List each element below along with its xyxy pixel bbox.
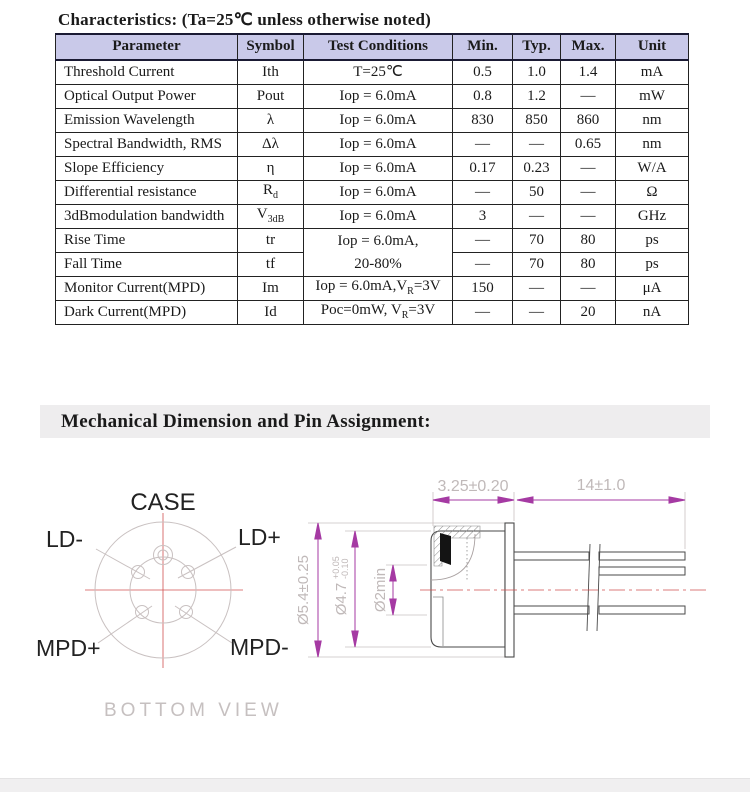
cell-symbol: Im bbox=[238, 277, 304, 301]
cell-max: 0.65 bbox=[561, 133, 616, 157]
cell-typ: 70 bbox=[513, 253, 561, 277]
dim-flange-dia-label: Ø5.4±0.25 bbox=[295, 555, 312, 625]
side-view-diagram bbox=[295, 477, 707, 657]
table-row bbox=[56, 229, 689, 253]
cell-min: — bbox=[453, 301, 513, 325]
col-header-max: Max. bbox=[561, 34, 616, 60]
cell-cond: Poc=0mW, $V_R=3V$ bbox=[304, 301, 453, 325]
cell-min: 0.17 bbox=[453, 157, 513, 181]
cell-parameter: Spectral Bandwidth, RMS bbox=[56, 133, 238, 157]
cell-min: 0.8 bbox=[453, 85, 513, 109]
cell-cond: Iop = 6.0mA bbox=[304, 133, 453, 157]
table-row bbox=[56, 60, 689, 85]
table-row bbox=[56, 181, 689, 205]
cell-cond: Iop = 6.0mA bbox=[304, 85, 453, 109]
cell-max: 80 bbox=[561, 229, 616, 253]
cell-max: 860 bbox=[561, 109, 616, 133]
dim-aperture-label: Ø2min bbox=[372, 567, 389, 613]
cell-min: 0.5 bbox=[453, 60, 513, 85]
cell-min: 830 bbox=[453, 109, 513, 133]
pin-ld-plus bbox=[182, 566, 195, 579]
section-header-mechanical bbox=[40, 405, 710, 438]
col-header-symbol: Symbol bbox=[238, 34, 304, 60]
bottom-view-caption: BOTTOM VIEW bbox=[104, 700, 283, 721]
leader-mpd-plus bbox=[98, 606, 152, 643]
cell-typ: 50 bbox=[513, 181, 561, 205]
table-row bbox=[56, 157, 689, 181]
cell-typ: — bbox=[513, 205, 561, 229]
svg-text:+0.05: +0.05 bbox=[331, 556, 341, 579]
cell-parameter: Rise Time bbox=[56, 229, 238, 253]
cell-symbol: Ith bbox=[238, 60, 304, 85]
cell-min: — bbox=[453, 181, 513, 205]
cell-unit: nA bbox=[616, 301, 689, 325]
svg-text:Ø4.7: Ø4.7 bbox=[333, 582, 350, 616]
cell-parameter: Dark Current(MPD) bbox=[56, 301, 238, 325]
table-row bbox=[56, 109, 689, 133]
ld-plus-label: LD+ bbox=[238, 524, 281, 550]
section-title: Mechanical Dimension and Pin Assignment: bbox=[61, 410, 431, 432]
chip-block bbox=[440, 533, 451, 565]
cell-parameter: Emission Wavelength bbox=[56, 109, 238, 133]
col-header-unit: Unit bbox=[616, 34, 689, 60]
cell-typ: — bbox=[513, 301, 561, 325]
table-row bbox=[56, 277, 689, 301]
table-row bbox=[56, 85, 689, 109]
cell-parameter: Slope Efficiency bbox=[56, 157, 238, 181]
cell-min: — bbox=[453, 253, 513, 277]
col-header-typ: Typ. bbox=[513, 34, 561, 60]
cell-parameter: Fall Time bbox=[56, 253, 238, 277]
cell-max: — bbox=[561, 157, 616, 181]
cell-symbol: Id bbox=[238, 301, 304, 325]
cell-typ: 70 bbox=[513, 229, 561, 253]
footer-strip bbox=[0, 778, 750, 792]
mechanical-drawing bbox=[0, 450, 750, 770]
col-header-min: Min. bbox=[453, 34, 513, 60]
col-header-test-conditions: Test Conditions bbox=[304, 34, 453, 60]
cell-max: — bbox=[561, 181, 616, 205]
cell-min: — bbox=[453, 133, 513, 157]
bottom-view-diagram bbox=[36, 489, 289, 721]
cell-max: — bbox=[561, 277, 616, 301]
cell-symbol: tr bbox=[238, 229, 304, 253]
cell-symbol: Δλ bbox=[238, 133, 304, 157]
cell-unit: Ω bbox=[616, 181, 689, 205]
leader-ld-plus bbox=[178, 547, 236, 578]
cell-cond: Iop = 6.0mA bbox=[304, 157, 453, 181]
case-label: CASE bbox=[130, 489, 196, 516]
cell-unit: W/A bbox=[616, 157, 689, 181]
cell-cond: Iop = $6.0mA,V_R=3V$ bbox=[304, 277, 453, 301]
cell-max: — bbox=[561, 205, 616, 229]
cell-parameter: 3dBmodulation bandwidth bbox=[56, 205, 238, 229]
cell-cond: T=25℃ bbox=[304, 60, 453, 85]
table-row bbox=[56, 133, 689, 157]
cell-unit: nm bbox=[616, 133, 689, 157]
cell-typ: 0.23 bbox=[513, 157, 561, 181]
cell-unit: ps bbox=[616, 253, 689, 277]
cell-unit: mW bbox=[616, 85, 689, 109]
cell-symbol: Pout bbox=[238, 85, 304, 109]
cell-min: 3 bbox=[453, 205, 513, 229]
cell-max: 80 bbox=[561, 253, 616, 277]
dim-cap-length-label: 3.25±0.20 bbox=[437, 478, 509, 495]
cell-max: — bbox=[561, 85, 616, 109]
cell-min: — bbox=[453, 229, 513, 253]
cell-cond: Iop = 6.0mA bbox=[304, 109, 453, 133]
cell-unit: μA bbox=[616, 277, 689, 301]
cell-unit: nm bbox=[616, 109, 689, 133]
cell-max: 20 bbox=[561, 301, 616, 325]
page-title: Characteristics: (Ta=25℃ unless otherwise noted) bbox=[58, 10, 431, 29]
cell-typ: — bbox=[513, 133, 561, 157]
cell-parameter: Optical Output Power bbox=[56, 85, 238, 109]
dim-lead-length-label: 14±1.0 bbox=[576, 477, 626, 494]
cell-parameter: Monitor Current(MPD) bbox=[56, 277, 238, 301]
cell-typ: — bbox=[513, 277, 561, 301]
svg-text:-0.10: -0.10 bbox=[340, 558, 350, 579]
cell-cond-merged: Iop = 6.0mA, 20-80% bbox=[304, 229, 453, 277]
table-row bbox=[56, 205, 689, 229]
cell-typ: 850 bbox=[513, 109, 561, 133]
cell-typ: 1.0 bbox=[513, 60, 561, 85]
cell-symbol: η bbox=[238, 157, 304, 181]
leader-mpd-minus bbox=[175, 606, 232, 643]
characteristics-table bbox=[55, 33, 689, 325]
mpd-plus-label: MPD+ bbox=[36, 635, 101, 661]
cell-parameter: Threshold Current bbox=[56, 60, 238, 85]
table-row bbox=[56, 301, 689, 325]
cell-cond: Iop = 6.0mA bbox=[304, 181, 453, 205]
cell-symbol: tf bbox=[238, 253, 304, 277]
cell-typ: 1.2 bbox=[513, 85, 561, 109]
mpd-minus-label: MPD- bbox=[230, 634, 289, 660]
cell-unit: GHz bbox=[616, 205, 689, 229]
cell-cond: Iop = 6.0mA bbox=[304, 205, 453, 229]
cell-unit: ps bbox=[616, 229, 689, 253]
cell-min: 150 bbox=[453, 277, 513, 301]
dim-body-dia-label bbox=[331, 556, 350, 615]
cell-unit: mA bbox=[616, 60, 689, 85]
cell-symbol: $R_d$ bbox=[238, 181, 304, 205]
cell-symbol: $V_{3dB}$ bbox=[238, 205, 304, 229]
ld-minus-label: LD- bbox=[46, 526, 84, 552]
cell-symbol: λ bbox=[238, 109, 304, 133]
cell-parameter: Differential resistance bbox=[56, 181, 238, 205]
cell-max: 1.4 bbox=[561, 60, 616, 85]
table-header-row bbox=[56, 34, 689, 60]
col-header-parameter: Parameter bbox=[56, 34, 238, 60]
